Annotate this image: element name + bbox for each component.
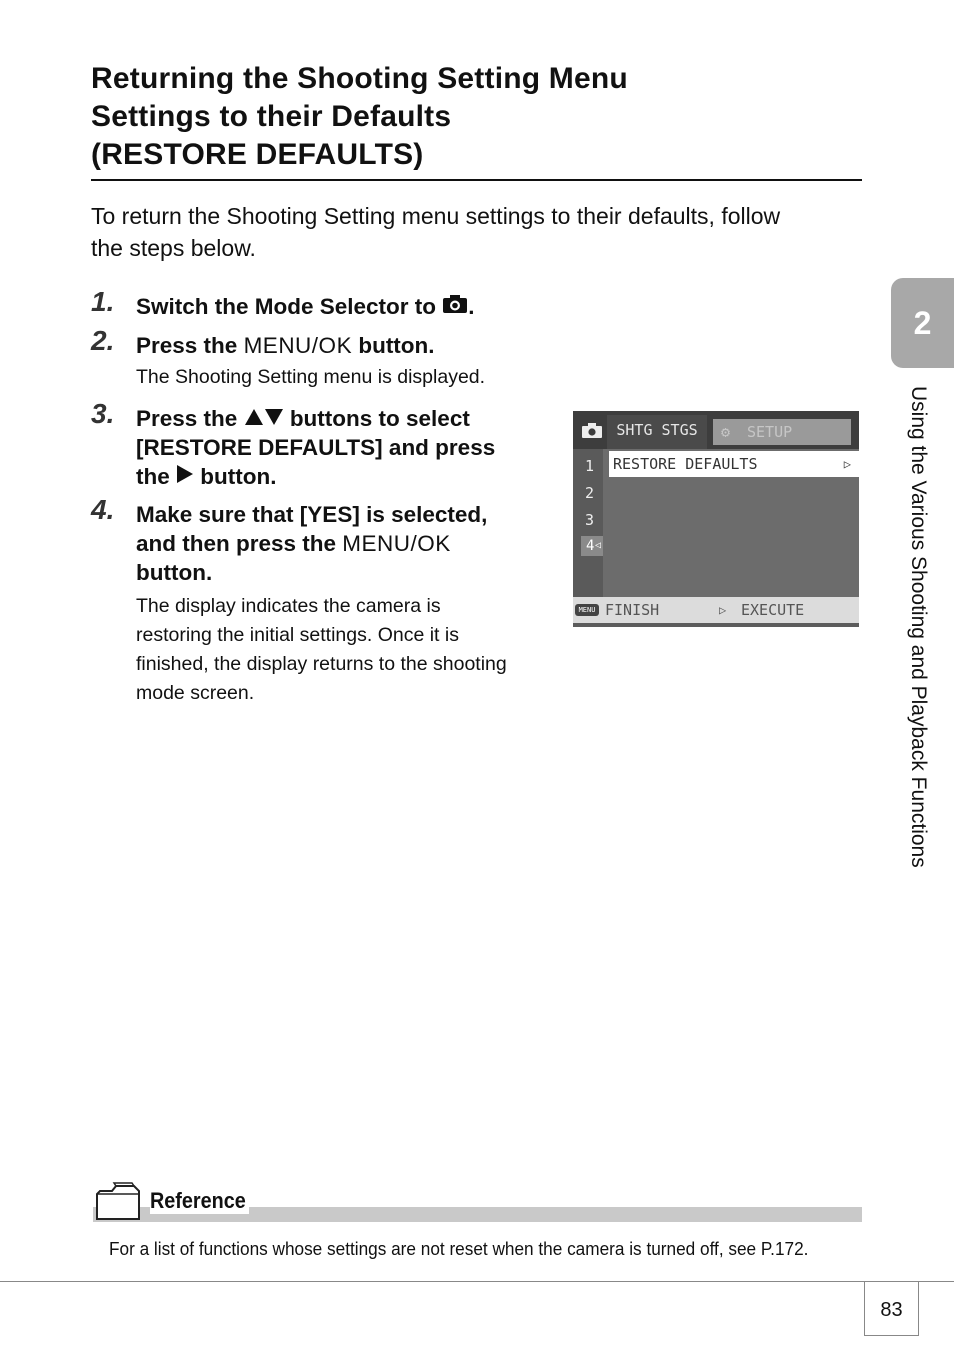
- step-number: 3.: [91, 398, 115, 429]
- screen-page-number: 1: [585, 457, 595, 475]
- screen-menu-item-label: RESTORE DEFAULTS: [613, 455, 758, 473]
- footer-rule: [0, 1281, 954, 1282]
- reference-text: For a list of functions whose settings are not reset when the camera is turned off, see P.172.: [109, 1238, 809, 1259]
- step-text: [136, 331, 566, 360]
- menu-ok-button-label: MENU/OK: [342, 531, 451, 556]
- step-text-line-3-prefix: the: [136, 464, 177, 489]
- right-arrow-icon: ▷: [843, 457, 851, 471]
- chapter-tab: 2: [891, 278, 954, 368]
- step-description-line: finished, the display returns to the shooting: [136, 653, 507, 675]
- page-title-line-2: Settings to their Defaults: [91, 100, 452, 133]
- reference-title: Reference: [150, 1188, 249, 1214]
- camera-icon: [442, 294, 468, 314]
- screen-tab-setup: [713, 419, 851, 445]
- page-title-line-3: (RESTORE DEFAULTS): [91, 138, 424, 171]
- intro-line-2: the steps below.: [91, 235, 256, 261]
- step-description-line: The display indicates the camera is: [136, 595, 441, 617]
- camera-icon: [581, 423, 603, 439]
- reference-icon: [94, 1182, 144, 1222]
- step-number: 2.: [91, 325, 115, 356]
- step-number: 4.: [91, 494, 115, 525]
- down-triangle-icon: [264, 408, 284, 426]
- step-text-prefix: Press the: [136, 406, 244, 431]
- wrench-icon: ⚙: [721, 423, 731, 441]
- intro-line-1: To return the Shooting Setting menu settings to their defaults, follow: [91, 203, 781, 229]
- step-description-line: mode screen.: [136, 682, 255, 704]
- step-text-line-1: Make sure that [YES] is selected,: [136, 502, 488, 527]
- page-title: [91, 60, 862, 174]
- step-text-suffix: buttons to select: [283, 406, 470, 431]
- step-text-line-3: button.: [136, 560, 213, 585]
- screen-page-number: 3: [585, 511, 595, 529]
- step-text-suffix: .: [468, 294, 475, 319]
- screen-footer: [573, 597, 859, 623]
- title-underline: [91, 179, 862, 181]
- step-text: [136, 500, 566, 587]
- step-description: [136, 592, 566, 708]
- step-text-line-2: [RESTORE DEFAULTS] and press: [136, 435, 496, 460]
- step-description: The Shooting Setting menu is displayed.: [136, 366, 486, 388]
- screen-footer-finish: FINISH: [605, 601, 660, 619]
- screen-menu-item-restore-defaults: [609, 451, 859, 477]
- intro-paragraph: [91, 200, 866, 264]
- step-description-line: restoring the initial settings. Once it is: [136, 624, 459, 646]
- screen-footer-execute: EXECUTE: [741, 601, 805, 619]
- menu-button-icon: MENU: [575, 604, 599, 616]
- menu-ok-button-label: MENU/OK: [243, 333, 353, 358]
- screen-page-number: 4: [586, 538, 595, 554]
- step-text-prefix: Switch the Mode Selector to: [136, 294, 443, 319]
- right-arrow-icon: ▷: [719, 603, 727, 617]
- step-text-suffix: button.: [352, 333, 435, 358]
- screen-tab-shooting-settings: SHTG STGS: [607, 415, 707, 449]
- screen-page-number: 2: [585, 484, 595, 502]
- right-triangle-icon: [176, 464, 194, 484]
- step-text: [136, 404, 566, 491]
- screen-page-number-current: [581, 536, 603, 556]
- left-arrow-icon: ◁: [595, 540, 602, 551]
- screen-tab-setup-label: SETUP: [747, 423, 793, 441]
- up-triangle-icon: [244, 408, 264, 426]
- step-text-line-3-suffix: button.: [194, 464, 277, 489]
- page-number: 83: [864, 1282, 919, 1336]
- page-title-line-1: Returning the Shooting Setting Menu: [91, 62, 628, 95]
- step-text: [136, 292, 566, 321]
- step-text-prefix: Press the: [136, 333, 244, 358]
- step-number: 1.: [91, 286, 115, 317]
- step-text-line-2-prefix: and then press the: [136, 531, 343, 556]
- camera-screen-image: [573, 411, 859, 627]
- chapter-title-vertical: Using the Various Shooting and Playback Functions: [907, 386, 930, 868]
